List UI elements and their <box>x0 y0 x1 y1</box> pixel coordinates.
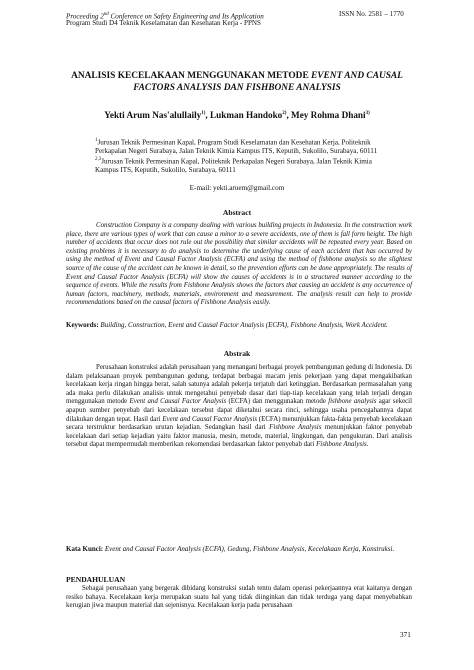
abstract-text: Construction Company is a company dealing with various building projects in Indonesia. In the construction work place, there are various types of work that can cause a minor to a severe accidents, one of them is fall form height. The high number of accidents that occur does not rule out the possibility that similar accidents will be repeated every year. Based on existing problems it is necessary to do analysis to determine the underlying cause of each accident that has occurred by using the method of Event and Causal Factor Analysis (ECFA) and using the method of fishbone analysis so the slightest source of the cause of the accident can be known in detail, so the prevention efforts can be done appropriately. The results of Event and Causal Factor Analysis (ECFA) will show the causes of accidents is in a structured manner according to the sequence of events. While the results from Fishbone Analysis shows the factors that causing an accident is any occurrence of human factors, machinery, methods, materials, environment and measurement. The analysis result can help to provide recommendations based on the causal factors of Fishbone Analysis easily. <box>66 222 412 307</box>
affiliation-1-text: Jurusan Teknik Permesinan Kapal, Program Studi Keselamatan dan Kesehatan Kerja, Politeknik Perkapalan Negeri Surabaya, Jalan Teknik Kimia Kampus ITS, Keputih, Sukolilo, Surabaya, 60111 <box>95 138 378 156</box>
abstrak-p2: (ECFA) dan menggunakan metode <box>226 398 329 406</box>
abstrak-p5-it: Fishbone Analysis <box>316 441 367 449</box>
program-header: Program Studi D4 Teknik Keselamatan dan Kesehatan Kerja - PPNS <box>66 19 262 27</box>
paper-title <box>0 70 474 94</box>
abstrak-p3-it: Event and Causal Factor Analysis <box>162 415 258 423</box>
author-2-sup: 2) <box>282 110 287 116</box>
abstract-heading: Abstract <box>222 208 252 217</box>
keywords <box>66 321 412 330</box>
affiliation-2-text: Jurusan Teknik Permesinan Kapal, Politeknik Perkapalan Negeri Surabaya, Jalan Teknik Kimia Kampus ITS, Keputih, Sukolilo, Surabaya, 60111 <box>95 157 372 175</box>
kata-kunci-text: Event and Causal Factor Analysis (ECFA), Gedung, Fishbone Analysis, Kecelakaan Kerja, Konstruksi. <box>103 545 395 553</box>
abstrak-p4: (ECFA) menunjukkan fakta-fakta penyebab kecelakaan secara terstruktur berdasarkan urutan kejadian. Sedangkan hasil dari <box>66 415 413 432</box>
authors <box>0 110 474 120</box>
email: E-mail: yekti.aruem@gmail.com <box>189 184 285 192</box>
abstrak-p2-it: fishbone analysis <box>328 398 377 406</box>
abstrak-p3: agar sekecil apapun sumber penyebab dari kecelakaan tersebut dapat diketahui secara rinci, sehingga usaha pencegahannya dapat dilakukan dengan tepat. Hasil dari <box>66 398 413 423</box>
author-3: , Mey Rohma Dhani <box>286 110 366 120</box>
affiliation-1-sup: 1 <box>95 138 98 143</box>
affiliation-2 <box>95 155 395 175</box>
kata-kunci <box>66 545 412 554</box>
keywords-text: Building, Construction, Event and Causal Factor Analysis (ECFA), Fishbone Analysis, Work Accident. <box>98 321 388 329</box>
page-number: 371 <box>400 631 411 639</box>
keywords-label: Keywords: <box>66 321 99 329</box>
proceeding-sup: nd <box>103 12 109 17</box>
kata-kunci-label: Kata Kunci: <box>66 545 104 553</box>
affiliation-1 <box>95 136 395 156</box>
title-line2: FACTORS ANALYSIS DAN FISHBONE ANALYSIS <box>133 83 341 93</box>
abstrak-p1-it: Event and Causal Factor Analysis <box>129 398 227 406</box>
author-2: , Lukman Handoko <box>205 110 283 120</box>
author-3-sup: 3) <box>365 110 370 116</box>
abstrak-p4-it: Fishbone Analysis <box>269 424 322 432</box>
author-1: Yekti Arum Nas'alullaily <box>104 110 202 120</box>
title-line1-a: ANALISIS KECELAKAAN MENGGUNAKAN METODE <box>71 71 312 81</box>
proceeding-rest: Conference on Safety Engineering and Its Application <box>108 12 264 21</box>
author-1-sup: 1) <box>201 110 206 116</box>
intro-heading: PENDAHULUAN <box>66 575 126 584</box>
proceeding-prefix: Proceeding 2 <box>66 12 104 21</box>
abstrak-text <box>66 364 412 450</box>
title-line1-b: EVENT AND CAUSAL <box>311 71 403 81</box>
abstrak-p1: Perusahaan konstruksi adalah perusahaan yang menangani berbagai proyek pembangunan gedung di Indonesia. Di dalam pelaksanaan proyek pembangunan gedung, terdapat berbagai macam jenis pekerjaan yang dapat mengakibatkan kecelakaan kerja ringan hingga berat, salah satunya adalah pekerja terjatuh dari ketinggian. Berdasarkan permasalahan yang ada maka perlu dilakukan analisis untuk mengetahui penyebab dasar dari tiap-tiap kecelakaan yang telah terjadi dengan menggunakan metode <box>66 364 412 406</box>
abstrak-p5: menunjukkan faktor penyebab kecelakaan dari setiap kejadian yaitu faktor manusia, mesin, metode, material, lingkungan, dan pengukuran. Dari analisis tersebut dapat mempermudah memberikan rekomendasi berdasarkan faktor penyebab dari <box>66 424 413 449</box>
abstrak-heading: Abstrak <box>223 349 251 358</box>
abstrak-p6: . <box>366 441 369 449</box>
issn: ISSN No. 2581 – 1770 <box>339 10 404 18</box>
intro-text: Sebagai perusahaan yang bergerak dibidang konstruksi sudah tentu dalam operasi pekerjaannya erat kaitanya dengan resiko bahaya. Kecelakaan kerja merupakan suatu hal yang tidak diinginkan dan tidak terduga yang dapat menyebabkan kerugian jiwa maupun material dan sejenisnya. Kecelakaan kerja pada perusahaan <box>66 585 412 610</box>
affiliation-2-sup: 2,3 <box>95 157 102 162</box>
